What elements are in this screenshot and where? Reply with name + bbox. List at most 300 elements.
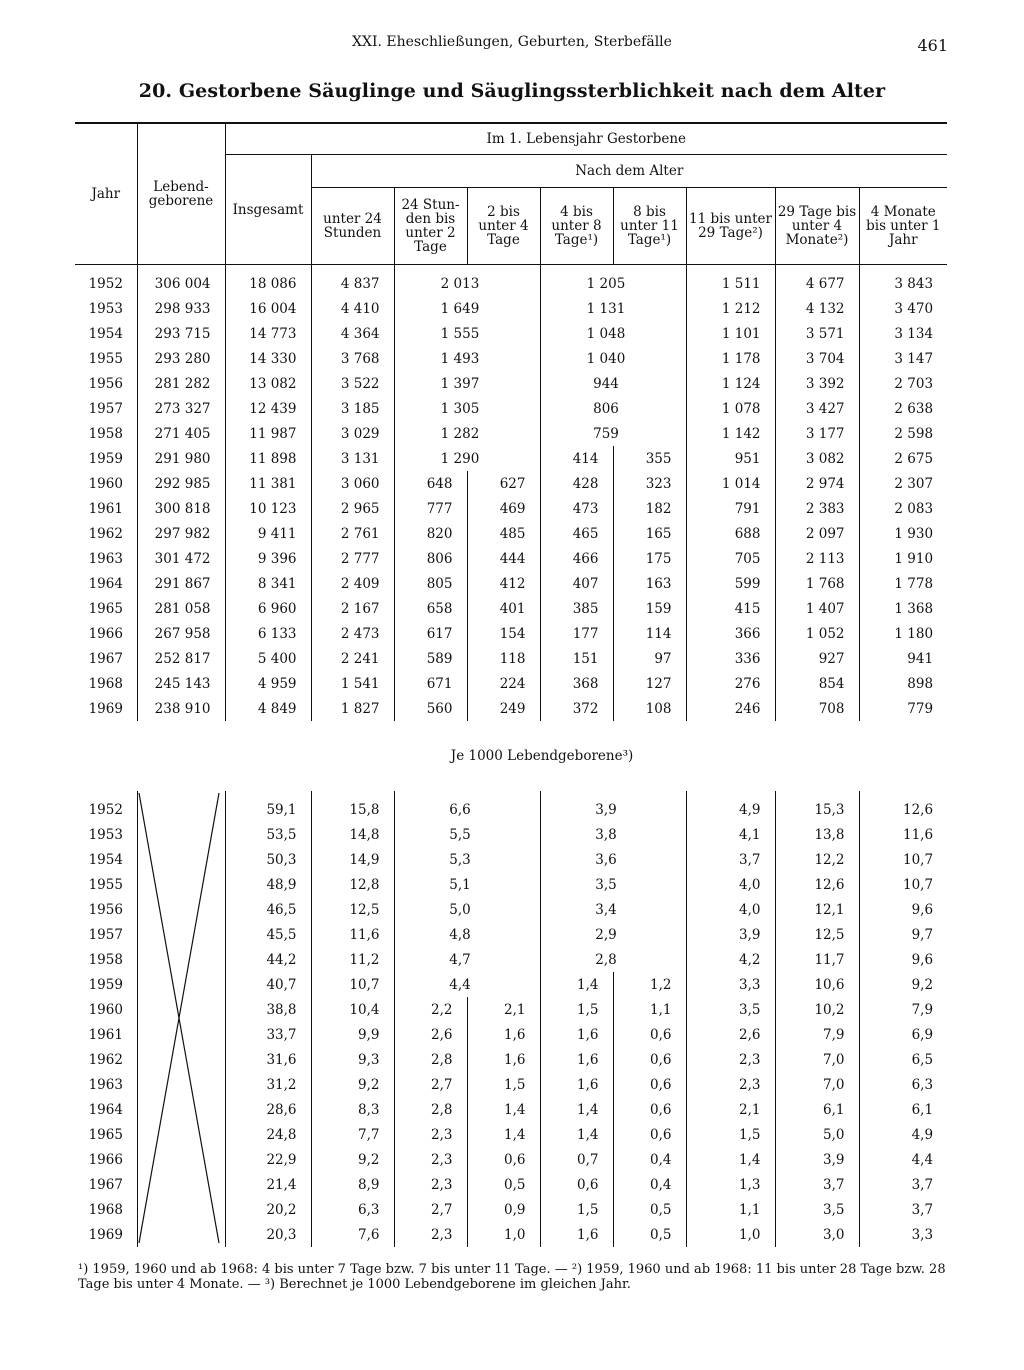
age-2-4d-cell: 118 — [467, 646, 540, 671]
year-cell: 1964 — [88, 575, 123, 592]
table-title: 20. Gestorbene Säuglinge und Säuglingssterblichkeit nach dem Alter — [138, 80, 886, 102]
unter-24-stunden-cell: 10,4 — [311, 997, 394, 1022]
lebendgeborene-cell: 292 985 — [137, 471, 225, 496]
age-24h-2d-cell: 777 — [394, 496, 467, 521]
age-4m-1y-cell: 6,1 — [859, 1097, 947, 1122]
year-cell: 1954 — [88, 325, 123, 342]
year-cell: 1963 — [88, 550, 123, 567]
age-29d-4m-cell: 15,3 — [775, 791, 859, 822]
age-29d-4m-cell: 12,1 — [775, 897, 859, 922]
age-24h-2d-cell: 2,7 — [394, 1197, 467, 1222]
age-24h-2d-cell: 2,3 — [394, 1222, 467, 1247]
lebendgeborene-cell — [137, 1047, 225, 1072]
table-row — [75, 897, 947, 922]
insgesamt-cell: 50,3 — [225, 847, 311, 872]
age-2-4d-cell: 154 — [467, 621, 540, 646]
age-29d-4m-cell: 6,1 — [775, 1097, 859, 1122]
age-2-4d-cell: 0,5 — [467, 1172, 540, 1197]
lebendgeborene-cell: 252 817 — [137, 646, 225, 671]
year-cell: 1965 — [88, 600, 123, 617]
insgesamt-cell: 11 987 — [225, 421, 311, 446]
age-4m-1y-cell: 941 — [859, 646, 947, 671]
lebendgeborene-cell — [137, 1147, 225, 1172]
age-4m-1y-cell: 3,7 — [859, 1172, 947, 1197]
age-11-29d-cell: 1,3 — [686, 1172, 775, 1197]
year-cell: 1969 — [88, 1226, 123, 1243]
age-8-11d-cell: 0,5 — [613, 1222, 686, 1247]
year-cell: 1963 — [88, 1076, 123, 1093]
insgesamt-cell: 18 086 — [225, 265, 311, 297]
age-29d-4m-cell: 3 082 — [775, 446, 859, 471]
age-24h-2d-cell: 2,8 — [394, 1097, 467, 1122]
unter-24-stunden-cell: 10,7 — [311, 972, 394, 997]
lebendgeborene-cell — [137, 1122, 225, 1147]
lebendgeborene-cell: 281 282 — [137, 371, 225, 396]
age-29d-4m-cell: 2 383 — [775, 496, 859, 521]
age-4-8d-cell: 1,5 — [540, 997, 613, 1022]
table-row — [75, 446, 947, 471]
age-24h-2d-cell: 2,3 — [394, 1172, 467, 1197]
insgesamt-cell: 9 396 — [225, 546, 311, 571]
table-row — [75, 1122, 947, 1147]
insgesamt-cell: 4 959 — [225, 671, 311, 696]
age-4m-1y-cell: 898 — [859, 671, 947, 696]
age-2-4d-cell: 1,5 — [467, 1072, 540, 1097]
age-29d-4m-cell: 4 677 — [775, 265, 859, 297]
year-cell: 1952 — [88, 801, 123, 818]
table-row — [75, 346, 947, 371]
age-4m-1y-cell: 3 147 — [859, 346, 947, 371]
age-11-29d-cell: 276 — [686, 671, 775, 696]
age-24h-2d-cell: 589 — [394, 646, 467, 671]
age-24h-2d-cell: 2,6 — [394, 1022, 467, 1047]
age-4m-1y-cell: 9,2 — [859, 972, 947, 997]
age-29d-4m-cell: 2 113 — [775, 546, 859, 571]
insgesamt-cell: 4 849 — [225, 696, 311, 721]
year-cell: 1955 — [88, 876, 123, 893]
age-29d-4m-cell: 3,7 — [775, 1172, 859, 1197]
header-col-2-4-tage: 2 bis unter 4 Tage — [467, 188, 540, 265]
insgesamt-cell: 46,5 — [225, 897, 311, 922]
table-row — [75, 321, 947, 346]
year-cell: 1967 — [88, 650, 123, 667]
table-row — [75, 396, 947, 421]
unter-24-stunden-cell: 2 409 — [311, 571, 394, 596]
insgesamt-cell: 48,9 — [225, 872, 311, 897]
header-insgesamt: Insgesamt — [225, 155, 311, 265]
age-4-8d-cell: 368 — [540, 671, 613, 696]
table-row — [75, 1222, 947, 1247]
age-29d-4m-cell: 12,2 — [775, 847, 859, 872]
table-row — [75, 521, 947, 546]
age-4-11d-cell: 3,6 — [540, 847, 686, 872]
age-24h-2d-cell: 2,3 — [394, 1147, 467, 1172]
age-4m-1y-cell: 4,9 — [859, 1122, 947, 1147]
age-4-8d-cell: 1,4 — [540, 972, 613, 997]
lebendgeborene-cell: 293 280 — [137, 346, 225, 371]
insgesamt-cell: 21,4 — [225, 1172, 311, 1197]
age-29d-4m-cell: 927 — [775, 646, 859, 671]
age-11-29d-cell: 791 — [686, 496, 775, 521]
age-8-11d-cell: 0,4 — [613, 1147, 686, 1172]
age-4m-1y-cell: 3,7 — [859, 1197, 947, 1222]
age-4m-1y-cell: 2 675 — [859, 446, 947, 471]
table-row — [75, 371, 947, 396]
lebendgeborene-cell — [137, 1072, 225, 1097]
age-2-4d-cell: 469 — [467, 496, 540, 521]
table-row — [75, 972, 947, 997]
age-24h-2d-cell: 806 — [394, 546, 467, 571]
age-8-11d-cell: 97 — [613, 646, 686, 671]
age-4-8d-cell: 177 — [540, 621, 613, 646]
lebendgeborene-cell: 267 958 — [137, 621, 225, 646]
age-11-29d-cell: 1 511 — [686, 265, 775, 297]
age-8-11d-cell: 323 — [613, 471, 686, 496]
footnote: ¹) 1959, 1960 und ab 1968: 4 bis unter 7 Tage bzw. 7 bis unter 11 Tage. — ²) 1959, 1960 und ab 1968: 11 bis unter 28 Tage bzw. 28 Tage bis unter 4 Monate. — ³) Berechnet je 1000 Lebendgeborene im gleichen Jahr. — [78, 1262, 946, 1292]
age-4m-1y-cell: 1 778 — [859, 571, 947, 596]
table-row — [75, 421, 947, 446]
lebendgeborene-cell: 297 982 — [137, 521, 225, 546]
age-24h-4d-cell: 1 282 — [394, 421, 540, 446]
lebendgeborene-cell: 245 143 — [137, 671, 225, 696]
age-2-4d-cell: 1,0 — [467, 1222, 540, 1247]
age-29d-4m-cell: 1 768 — [775, 571, 859, 596]
age-2-4d-cell: 1,4 — [467, 1122, 540, 1147]
age-4-11d-cell: 3,4 — [540, 897, 686, 922]
age-24h-2d-cell: 648 — [394, 471, 467, 496]
age-24h-4d-cell: 1 555 — [394, 321, 540, 346]
header-col-29-tage-4-monate: 29 Tage bis unter 4 Monate²) — [775, 188, 859, 265]
unter-24-stunden-cell: 14,9 — [311, 847, 394, 872]
age-24h-4d-cell: 1 397 — [394, 371, 540, 396]
lebendgeborene-cell — [137, 997, 225, 1022]
age-8-11d-cell: 0,6 — [613, 1072, 686, 1097]
age-4m-1y-cell: 2 307 — [859, 471, 947, 496]
age-24h-2d-cell: 820 — [394, 521, 467, 546]
age-29d-4m-cell: 3,0 — [775, 1222, 859, 1247]
year-cell: 1969 — [88, 700, 123, 717]
unter-24-stunden-cell: 2 241 — [311, 646, 394, 671]
age-2-4d-cell: 1,6 — [467, 1022, 540, 1047]
age-29d-4m-cell: 3,9 — [775, 1147, 859, 1172]
age-8-11d-cell: 355 — [613, 446, 686, 471]
age-29d-4m-cell: 3 571 — [775, 321, 859, 346]
age-4m-1y-cell: 11,6 — [859, 822, 947, 847]
year-cell: 1960 — [88, 475, 123, 492]
unter-24-stunden-cell: 3 029 — [311, 421, 394, 446]
age-4-8d-cell: 473 — [540, 496, 613, 521]
age-29d-4m-cell: 1 052 — [775, 621, 859, 646]
age-11-29d-cell: 1,5 — [686, 1122, 775, 1147]
age-29d-4m-cell: 1 407 — [775, 596, 859, 621]
infant-mortality-table — [75, 122, 947, 1247]
header-col-4-8-tage: 4 bis unter 8 Tage¹) — [540, 188, 613, 265]
insgesamt-cell: 45,5 — [225, 922, 311, 947]
age-11-29d-cell: 4,0 — [686, 897, 775, 922]
age-11-29d-cell: 3,5 — [686, 997, 775, 1022]
age-4-8d-cell: 414 — [540, 446, 613, 471]
lebendgeborene-cell: 291 980 — [137, 446, 225, 471]
age-4-8d-cell: 466 — [540, 546, 613, 571]
insgesamt-cell: 6 960 — [225, 596, 311, 621]
age-24h-4d-cell: 4,7 — [394, 947, 540, 972]
table-row — [75, 872, 947, 897]
age-2-4d-cell: 412 — [467, 571, 540, 596]
running-head: XXI. Eheschließungen, Geburten, Sterbefälle — [352, 34, 672, 50]
age-4m-1y-cell: 9,6 — [859, 897, 947, 922]
age-4-8d-cell: 1,4 — [540, 1122, 613, 1147]
age-11-29d-cell: 246 — [686, 696, 775, 721]
year-cell: 1956 — [88, 375, 123, 392]
age-29d-4m-cell: 7,0 — [775, 1047, 859, 1072]
age-4-11d-cell: 3,5 — [540, 872, 686, 897]
unter-24-stunden-cell: 3 131 — [311, 446, 394, 471]
age-24h-4d-cell: 1 493 — [394, 346, 540, 371]
age-4-11d-cell: 2,9 — [540, 922, 686, 947]
age-11-29d-cell: 1 101 — [686, 321, 775, 346]
year-cell: 1958 — [88, 951, 123, 968]
table-row — [75, 1172, 947, 1197]
age-4m-1y-cell: 6,3 — [859, 1072, 947, 1097]
age-4-8d-cell: 151 — [540, 646, 613, 671]
unter-24-stunden-cell: 11,6 — [311, 922, 394, 947]
age-29d-4m-cell: 11,7 — [775, 947, 859, 972]
age-4m-1y-cell: 779 — [859, 696, 947, 721]
age-11-29d-cell: 1 142 — [686, 421, 775, 446]
unter-24-stunden-cell: 8,9 — [311, 1172, 394, 1197]
year-cell: 1965 — [88, 1126, 123, 1143]
age-24h-2d-cell: 805 — [394, 571, 467, 596]
insgesamt-cell: 20,2 — [225, 1197, 311, 1222]
unter-24-stunden-cell: 3 185 — [311, 396, 394, 421]
age-4m-1y-cell: 6,9 — [859, 1022, 947, 1047]
age-2-4d-cell: 401 — [467, 596, 540, 621]
insgesamt-cell: 9 411 — [225, 521, 311, 546]
year-cell: 1958 — [88, 425, 123, 442]
insgesamt-cell: 11 898 — [225, 446, 311, 471]
age-4-11d-cell: 2,8 — [540, 947, 686, 972]
age-4m-1y-cell: 2 638 — [859, 396, 947, 421]
age-29d-4m-cell: 12,5 — [775, 922, 859, 947]
age-4-8d-cell: 1,6 — [540, 1072, 613, 1097]
age-29d-4m-cell: 10,6 — [775, 972, 859, 997]
age-8-11d-cell: 175 — [613, 546, 686, 571]
insgesamt-cell: 6 133 — [225, 621, 311, 646]
insgesamt-cell: 24,8 — [225, 1122, 311, 1147]
table-row — [75, 671, 947, 696]
header-lebendgeborene: Lebend-geborene — [137, 123, 225, 265]
rates-body — [75, 791, 947, 1247]
lebendgeborene-cell: 306 004 — [137, 265, 225, 297]
age-8-11d-cell: 0,6 — [613, 1122, 686, 1147]
age-2-4d-cell: 0,6 — [467, 1147, 540, 1172]
lebendgeborene-cell — [137, 847, 225, 872]
lebendgeborene-cell — [137, 1222, 225, 1247]
insgesamt-cell: 16 004 — [225, 296, 311, 321]
insgesamt-cell: 31,6 — [225, 1047, 311, 1072]
year-cell: 1957 — [88, 400, 123, 417]
year-cell: 1959 — [88, 450, 123, 467]
age-4-8d-cell: 1,6 — [540, 1047, 613, 1072]
unter-24-stunden-cell: 4 410 — [311, 296, 394, 321]
age-4m-1y-cell: 3 134 — [859, 321, 947, 346]
table-row — [75, 571, 947, 596]
age-4m-1y-cell: 10,7 — [859, 847, 947, 872]
age-11-29d-cell: 4,0 — [686, 872, 775, 897]
insgesamt-cell: 10 123 — [225, 496, 311, 521]
age-11-29d-cell: 599 — [686, 571, 775, 596]
age-24h-4d-cell: 6,6 — [394, 791, 540, 822]
age-4-11d-cell: 1 131 — [540, 296, 686, 321]
age-4-11d-cell: 806 — [540, 396, 686, 421]
age-11-29d-cell: 2,3 — [686, 1072, 775, 1097]
header-col-24-stunden-2-tage: 24 Stun-den bis unter 2 Tage — [394, 188, 467, 265]
age-4-8d-cell: 385 — [540, 596, 613, 621]
age-24h-4d-cell: 5,0 — [394, 897, 540, 922]
age-29d-4m-cell: 13,8 — [775, 822, 859, 847]
insgesamt-cell: 59,1 — [225, 791, 311, 822]
header-col-unter-24-stunden: unter 24 Stunden — [311, 188, 394, 265]
age-29d-4m-cell: 3,5 — [775, 1197, 859, 1222]
age-2-4d-cell: 0,9 — [467, 1197, 540, 1222]
age-29d-4m-cell: 3 427 — [775, 396, 859, 421]
age-2-4d-cell: 1,6 — [467, 1047, 540, 1072]
table-row — [75, 471, 947, 496]
age-2-4d-cell: 249 — [467, 696, 540, 721]
lebendgeborene-cell — [137, 1097, 225, 1122]
insgesamt-cell: 33,7 — [225, 1022, 311, 1047]
insgesamt-cell: 8 341 — [225, 571, 311, 596]
unter-24-stunden-cell: 1 541 — [311, 671, 394, 696]
age-4m-1y-cell: 2 598 — [859, 421, 947, 446]
age-11-29d-cell: 1 078 — [686, 396, 775, 421]
age-11-29d-cell: 366 — [686, 621, 775, 646]
header-group: Im 1. Lebensjahr Gestorbene — [225, 123, 947, 155]
age-4-11d-cell: 944 — [540, 371, 686, 396]
age-29d-4m-cell: 5,0 — [775, 1122, 859, 1147]
age-24h-4d-cell: 5,3 — [394, 847, 540, 872]
lebendgeborene-cell — [137, 922, 225, 947]
absolute-numbers-body — [75, 265, 947, 722]
age-24h-2d-cell: 2,2 — [394, 997, 467, 1022]
age-8-11d-cell: 0,6 — [613, 1022, 686, 1047]
age-24h-4d-cell: 2 013 — [394, 265, 540, 297]
age-24h-2d-cell: 2,3 — [394, 1122, 467, 1147]
table-row — [75, 621, 947, 646]
age-4-11d-cell: 1 040 — [540, 346, 686, 371]
lebendgeborene-cell: 301 472 — [137, 546, 225, 571]
age-11-29d-cell: 415 — [686, 596, 775, 621]
age-8-11d-cell: 1,2 — [613, 972, 686, 997]
age-4m-1y-cell: 1 368 — [859, 596, 947, 621]
year-cell: 1966 — [88, 625, 123, 642]
age-4m-1y-cell: 9,6 — [859, 947, 947, 972]
age-2-4d-cell: 1,4 — [467, 1097, 540, 1122]
table-header — [75, 123, 947, 265]
lebendgeborene-cell: 293 715 — [137, 321, 225, 346]
age-11-29d-cell: 3,9 — [686, 922, 775, 947]
year-cell: 1956 — [88, 901, 123, 918]
insgesamt-cell: 13 082 — [225, 371, 311, 396]
lebendgeborene-cell — [137, 822, 225, 847]
age-4-8d-cell: 0,7 — [540, 1147, 613, 1172]
age-4m-1y-cell: 9,7 — [859, 922, 947, 947]
age-4m-1y-cell: 1 910 — [859, 546, 947, 571]
age-4-8d-cell: 428 — [540, 471, 613, 496]
header-col-4-monate-1-jahr: 4 Monate bis unter 1 Jahr — [859, 188, 947, 265]
age-8-11d-cell: 0,5 — [613, 1197, 686, 1222]
unter-24-stunden-cell: 2 761 — [311, 521, 394, 546]
table-row — [75, 1022, 947, 1047]
age-4m-1y-cell: 1 180 — [859, 621, 947, 646]
age-4-8d-cell: 0,6 — [540, 1172, 613, 1197]
unter-24-stunden-cell: 3 768 — [311, 346, 394, 371]
age-24h-2d-cell: 2,8 — [394, 1047, 467, 1072]
age-4-11d-cell: 1 205 — [540, 265, 686, 297]
age-4m-1y-cell: 4,4 — [859, 1147, 947, 1172]
age-11-29d-cell: 3,3 — [686, 972, 775, 997]
insgesamt-cell: 38,8 — [225, 997, 311, 1022]
age-8-11d-cell: 127 — [613, 671, 686, 696]
age-8-11d-cell: 163 — [613, 571, 686, 596]
unter-24-stunden-cell: 12,5 — [311, 897, 394, 922]
unter-24-stunden-cell: 9,9 — [311, 1022, 394, 1047]
year-cell: 1959 — [88, 976, 123, 993]
age-11-29d-cell: 2,6 — [686, 1022, 775, 1047]
age-8-11d-cell: 108 — [613, 696, 686, 721]
unter-24-stunden-cell: 1 827 — [311, 696, 394, 721]
age-11-29d-cell: 705 — [686, 546, 775, 571]
rate-subheading-section — [75, 721, 947, 791]
age-24h-4d-cell: 1 649 — [394, 296, 540, 321]
year-cell: 1962 — [88, 1051, 123, 1068]
age-8-11d-cell: 0,6 — [613, 1047, 686, 1072]
age-2-4d-cell: 224 — [467, 671, 540, 696]
age-8-11d-cell: 114 — [613, 621, 686, 646]
header-jahr: Jahr — [75, 123, 137, 265]
unter-24-stunden-cell: 7,7 — [311, 1122, 394, 1147]
lebendgeborene-cell — [137, 1172, 225, 1197]
age-8-11d-cell: 0,4 — [613, 1172, 686, 1197]
table-row — [75, 296, 947, 321]
age-24h-2d-cell: 560 — [394, 696, 467, 721]
age-11-29d-cell: 2,1 — [686, 1097, 775, 1122]
header-col-11-29-tage: 11 bis unter 29 Tage²) — [686, 188, 775, 265]
lebendgeborene-cell: 281 058 — [137, 596, 225, 621]
age-24h-4d-cell: 1 290 — [394, 446, 540, 471]
unter-24-stunden-cell: 3 060 — [311, 471, 394, 496]
age-29d-4m-cell: 4 132 — [775, 296, 859, 321]
lebendgeborene-cell — [137, 791, 225, 822]
age-24h-4d-cell: 4,8 — [394, 922, 540, 947]
age-29d-4m-cell: 2 097 — [775, 521, 859, 546]
age-4-11d-cell: 1 048 — [540, 321, 686, 346]
age-11-29d-cell: 951 — [686, 446, 775, 471]
age-4m-1y-cell: 3,3 — [859, 1222, 947, 1247]
lebendgeborene-cell — [137, 1022, 225, 1047]
age-2-4d-cell: 485 — [467, 521, 540, 546]
age-29d-4m-cell: 10,2 — [775, 997, 859, 1022]
table-row — [75, 265, 947, 297]
age-4m-1y-cell: 10,7 — [859, 872, 947, 897]
age-24h-2d-cell: 617 — [394, 621, 467, 646]
age-4-11d-cell: 3,8 — [540, 822, 686, 847]
table-row — [75, 997, 947, 1022]
age-29d-4m-cell: 3 392 — [775, 371, 859, 396]
insgesamt-cell: 22,9 — [225, 1147, 311, 1172]
unter-24-stunden-cell: 9,3 — [311, 1047, 394, 1072]
age-4m-1y-cell: 12,6 — [859, 791, 947, 822]
